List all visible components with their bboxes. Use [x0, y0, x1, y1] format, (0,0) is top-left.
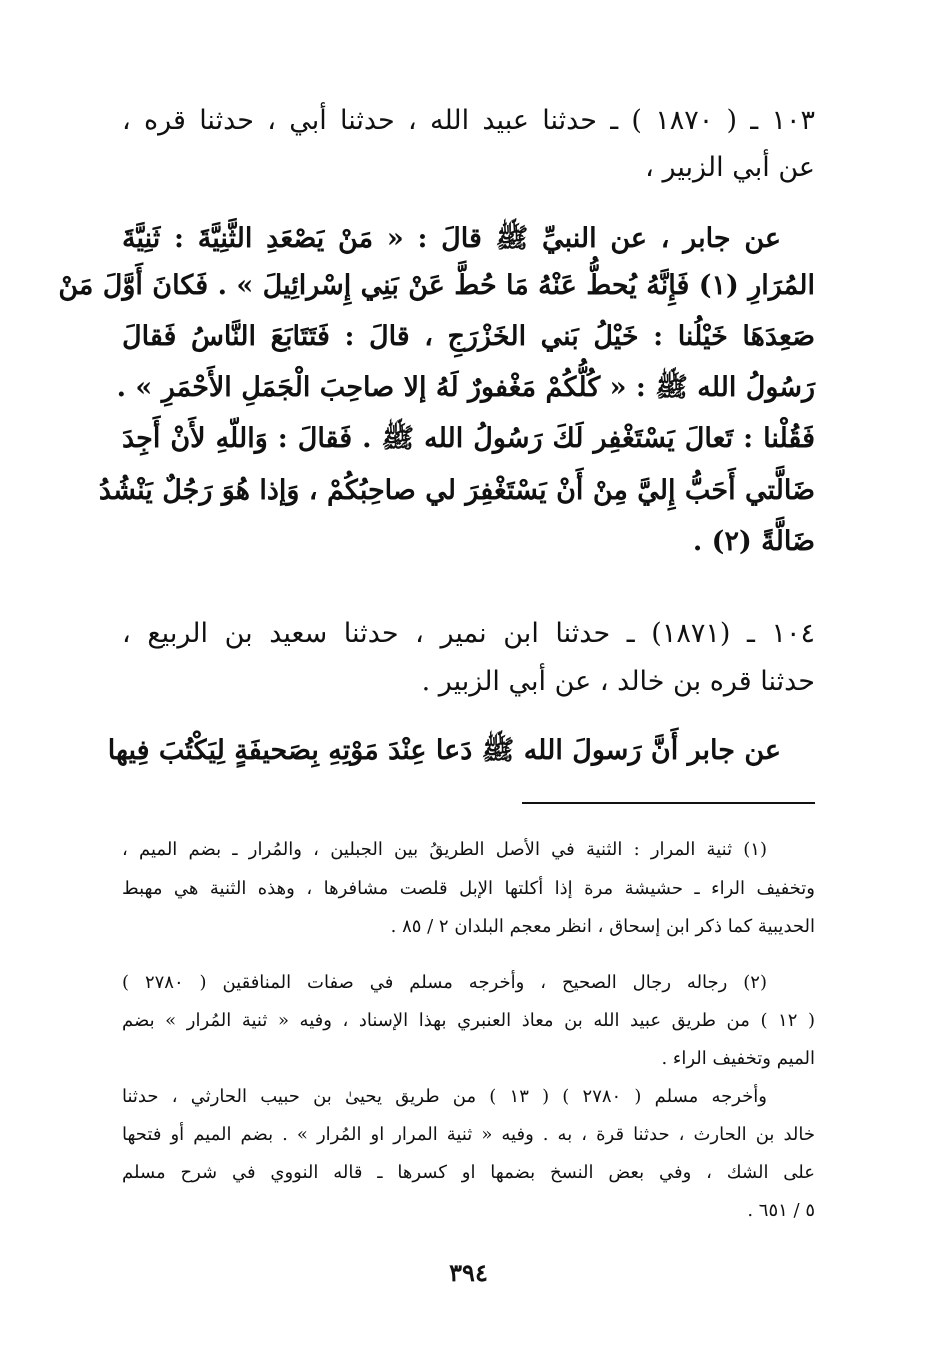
footnote-2-line-1: (٢) رجاله رجال الصحيح ، وأخرجه مسلم في صفات المنافقين ( ٢٧٨٠ )	[122, 972, 767, 993]
footnote-2-line-2: ( ١٢ ) من طريق عبيد الله بن معاذ العنبري بهذا الإسناد ، وفيه « ثنية المُرار » بضم	[122, 1010, 815, 1031]
footnote-separator	[522, 802, 815, 804]
footnote-1-line-1: (١) ثنية المرار : الثنية في الأصل الطريقُ بين الجبلين ، والمُرار ـ بضم الميم ،	[122, 839, 767, 860]
hadith-103-text-line-5: فَقُلْنا : تَعالَ يَسْتَغْفِر لَكَ رَسُولُ الله ﷺ . فَقالَ : وَاللّهِ لأَنْ أَجِدَ	[122, 423, 815, 454]
page-number: ٣٩٤	[449, 1258, 488, 1287]
footnote-2-cont-line-3: على الشك ، وفي بعض النسخ بضمها او كسرها ـ قاله النووي في شرح مسلم	[122, 1162, 815, 1183]
hadith-103-text-line-2: المُرَارِ (١) فَإِنَّهُ يُحطُّ عَنْهُ مَا حُطَّ عَنْ بَنِي إِسْرائِيلَ » . فَكانَ أَوَّلَ مَنْ	[58, 270, 815, 301]
hadith-103-text-line-3: صَعِدَهَا خَيْلُنا : خَيْلُ بَني الخَزْرَجِ ، قالَ : فَتَتَابَعَ النَّاسُ فَقالَ	[122, 321, 815, 352]
hadith-103-text-line-6: ضَالَّتي أَحَبُّ إِليَّ مِنْ أَنْ يَسْتَغْفِرَ لي صاحِبُكُمْ ، وَإذا هُوَ رَجُلٌ يَنْشُدُ	[98, 475, 815, 506]
footnote-2-cont-line-4: ٥ / ٦٥١ .	[747, 1200, 815, 1221]
footnote-1-line-3: الحديبية كما ذكر ابن إسحاق ، انظر معجم البلدان ٢ / ٨٥ .	[390, 916, 815, 937]
hadith-103-isnad-line-1: ١٠٣ ـ ( ١٨٧٠ ) ـ حدثنا عبيد الله ، حدثنا أبي ، حدثنا قره ،	[122, 105, 815, 136]
hadith-103-text-line-7: ضَالَّةً (٢) .	[692, 526, 815, 557]
footnote-2-cont-line-2: خالد بن الحارث ، حدثنا قرة ، به . وفيه « ثنية المرار او المُرار » . بضم الميم أو فتحها	[122, 1124, 815, 1145]
hadith-103-text-line-1: عن جابر ، عن النبيِّ ﷺ قالَ : « مَنْ يَصْعَدِ الثَّنِيَّةَ : ثَنِيَّةَ	[122, 223, 781, 254]
hadith-103-isnad-line-2: عن أبي الزبير ،	[645, 152, 815, 183]
footnote-2-cont-line-1: وأخرجه مسلم ( ٢٧٨٠ ) ( ١٣ ) من طريق يحيىٰ بن حبيب الحارثي ، حدثنا	[122, 1086, 768, 1107]
footnote-1-line-2: وتخفيف الراء ـ حشيشة مرة إذا أكلتها الإبل قلصت مشافرها ، وهذه الثنية هي مهبط	[122, 878, 815, 899]
hadith-103-text-line-4: رَسُولُ الله ﷺ : « كُلُّكُمْ مَغْفورٌ لَهُ إلا صاحِبَ الْجَمَلِ الأَحْمَرِ » .	[116, 372, 815, 403]
hadith-104-text-line-1: عن جابر أَنَّ رَسولَ الله ﷺ دَعا عِنْدَ مَوْتِهِ بِصَحيفَةٍ لِيَكْتُبَ فِيها	[107, 735, 781, 766]
hadith-104-isnad-line-2: حدثنا قره بن خالد ، عن أبي الزبير .	[421, 666, 815, 697]
hadith-104-isnad-line-1: ١٠٤ ـ (١٨٧١) ـ حدثنا ابن نمير ، حدثنا سعيد بن الربيع ،	[122, 618, 816, 649]
footnote-2-line-3: الميم وتخفيف الراء .	[661, 1048, 815, 1069]
